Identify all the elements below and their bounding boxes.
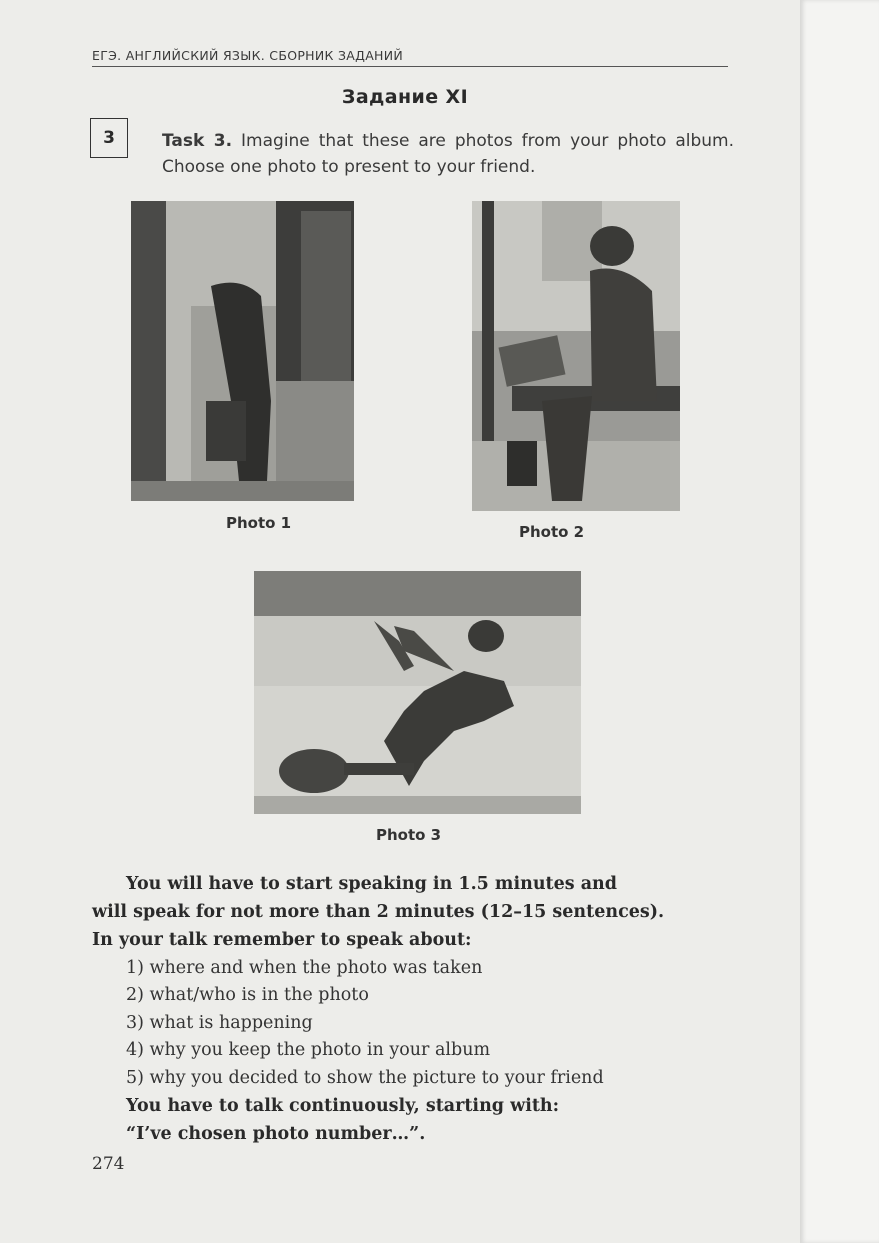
photo-1-image	[131, 201, 354, 501]
photo-3	[254, 571, 581, 814]
closing-line-2: “I’ve chosen photo number…”.	[126, 1124, 426, 1144]
task-label: Task 3.	[162, 131, 233, 151]
task-instruction-text: Imagine that these are photos from your photo album. Choose one photo to present to your friend.	[162, 131, 735, 177]
list-item: 1) where and when the photo was taken	[126, 958, 483, 978]
photo-1-caption: Photo 1	[226, 514, 292, 532]
closing-line-1: You have to talk continuously, starting with:	[126, 1096, 560, 1116]
photo-3-image	[254, 571, 581, 814]
page-edge	[800, 0, 879, 1243]
running-head: ЕГЭ. АНГЛИЙСКИЙ ЯЗЫК. СБОРНИК ЗАДАНИЙ	[92, 48, 728, 67]
photo-2-image	[472, 201, 680, 511]
task-number-box: 3	[90, 118, 128, 158]
section-title: Задание XI	[341, 86, 469, 108]
list-item: 4) why you keep the photo in your album	[126, 1040, 491, 1060]
intro-line-3: In your talk remember to speak about:	[92, 930, 472, 950]
intro-line-2: will speak for not more than 2 minutes (12–15 sentences).	[92, 902, 665, 922]
list-item: 5) why you decided to show the picture to your friend	[126, 1068, 604, 1088]
list-item: 3) what is happening	[126, 1013, 313, 1033]
photo-3-caption: Photo 3	[376, 826, 442, 844]
page-number: 274	[92, 1154, 125, 1174]
photo-2-caption: Photo 2	[519, 523, 585, 541]
photo-2	[472, 201, 680, 511]
list-item: 2) what/who is in the photo	[126, 985, 369, 1005]
photo-1	[131, 201, 354, 501]
intro-line-1: You will have to start speaking in 1.5 minutes and	[126, 874, 617, 894]
task-instruction	[162, 128, 734, 180]
